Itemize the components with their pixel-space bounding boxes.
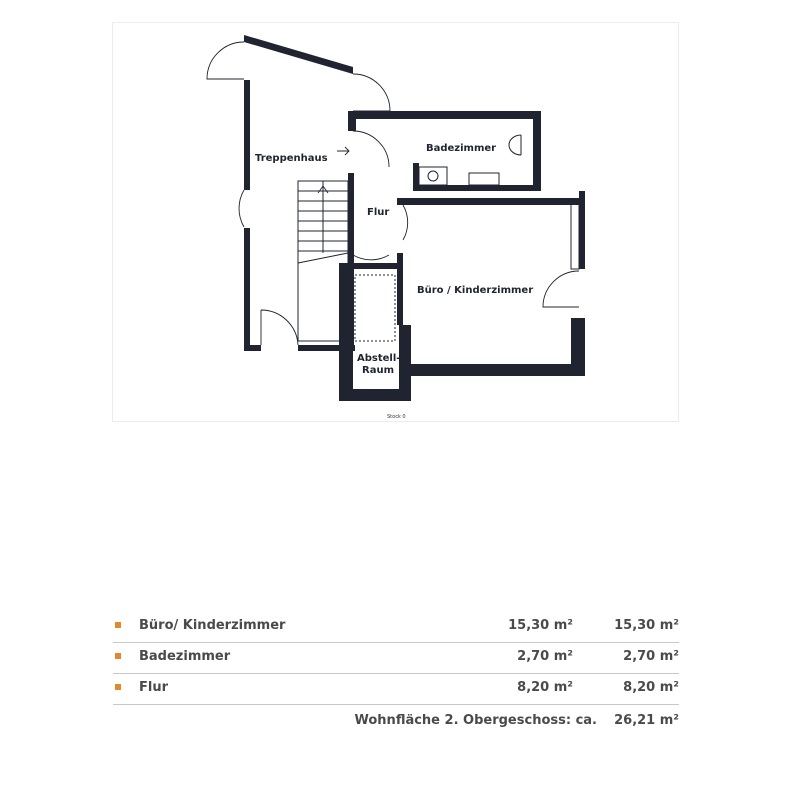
wall-abstell-right <box>399 325 411 401</box>
door-arc-stair-bottom <box>261 310 298 345</box>
room-name: Büro/ Kinderzimmer <box>139 618 286 633</box>
room-name: Badezimmer <box>139 649 231 664</box>
wall-bath-right <box>533 111 541 191</box>
wall-office-bottom <box>403 364 585 376</box>
shower-icon <box>469 173 499 185</box>
total-label: Wohnfläche 2. Obergeschoss: ca. <box>354 713 597 728</box>
door-arc-stair-top <box>207 42 244 79</box>
room-area-total: 2,70 m² <box>623 649 679 664</box>
bullet-icon <box>115 684 121 690</box>
door-arc-stair-left <box>239 190 244 227</box>
room-name: Flur <box>139 680 169 695</box>
table-row <box>113 612 679 643</box>
wall-stair-bottom-left <box>244 345 261 351</box>
abstell-closet <box>355 275 395 341</box>
total-row <box>113 705 679 735</box>
room-area: 2,70 m² <box>517 649 573 664</box>
room-label-treppenhaus: Treppenhaus <box>255 153 328 164</box>
door-arc-flur <box>403 205 408 240</box>
wall-abstell-left <box>339 263 353 401</box>
door-arc-office-bottom <box>353 255 389 260</box>
bullet-icon <box>115 653 121 659</box>
room-label-abstell-1: Abstell- <box>357 353 401 364</box>
table-row <box>113 643 679 674</box>
window-office <box>571 203 579 269</box>
washbasin-icon <box>419 167 447 185</box>
entry-arrow-icon <box>337 147 349 155</box>
room-label-badezimmer: Badezimmer <box>426 143 497 154</box>
room-label-buero: Büro / Kinderzimmer <box>417 285 534 296</box>
door-arc-stair-right-top <box>353 74 390 111</box>
door-arc-bath <box>353 131 389 167</box>
room-area-total: 15,30 m² <box>614 618 679 633</box>
door-arc-office-side <box>543 271 579 307</box>
area-table <box>113 612 679 735</box>
room-label-flur: Flur <box>367 207 390 218</box>
wall-stair-left-lower <box>244 228 250 351</box>
wall-bath-bottom <box>413 185 541 191</box>
wall-stair-left-upper <box>244 80 250 190</box>
wall-office-top-left <box>397 198 585 205</box>
toilet-icon <box>509 135 521 155</box>
room-area: 8,20 m² <box>517 680 573 695</box>
total-value: 26,21 m² <box>614 713 679 728</box>
room-area-total: 8,20 m² <box>623 680 679 695</box>
plan-caption: Stock 0 <box>387 414 406 420</box>
wall-bath-flur-divider <box>413 163 419 191</box>
wall-flur-bottom <box>348 263 400 269</box>
room-label-abstell-2: Raum <box>362 365 394 376</box>
wall-flur-right <box>397 253 403 325</box>
bullet-icon <box>115 622 121 628</box>
room-area: 15,30 m² <box>508 618 573 633</box>
table-row <box>113 674 679 705</box>
wall-bath-top <box>348 111 541 119</box>
wall-office-right-top <box>579 191 585 269</box>
floor-plan <box>112 22 679 422</box>
floor-plan-drawing <box>113 23 680 423</box>
wall-stair-top <box>244 35 353 74</box>
